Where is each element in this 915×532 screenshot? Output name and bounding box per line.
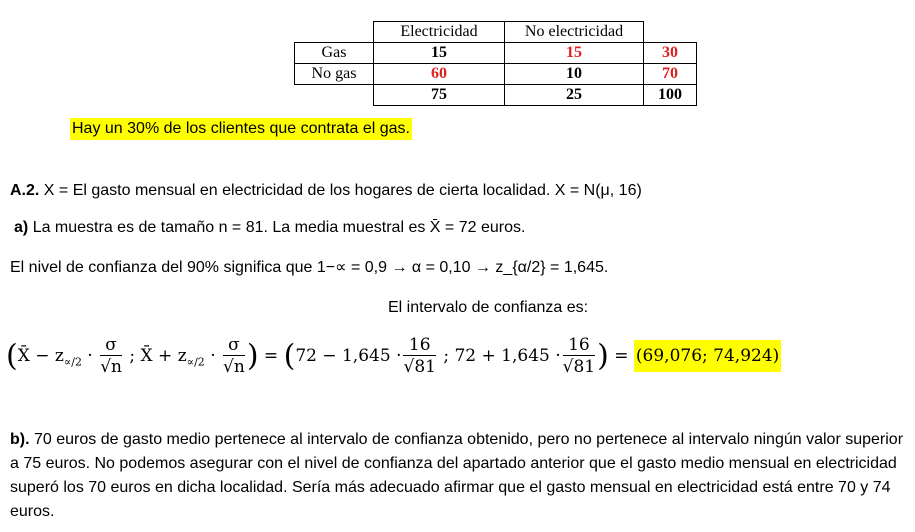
contingency-table [294, 21, 697, 106]
paren-close: ) [246, 338, 259, 374]
header-total-blank [644, 22, 697, 43]
sigma-num: σ [100, 335, 122, 356]
cell-value: 15 [374, 43, 505, 64]
interval-intro: El intervalo de confianza es: [388, 299, 589, 316]
mid-right: ; 72 + 1,645 · [443, 346, 561, 366]
sixteen-num: 16 [403, 335, 435, 356]
cell-value: 25 [505, 85, 644, 106]
mid-left: 72 − 1,645 · [295, 346, 402, 366]
cell-value: 75 [374, 85, 505, 106]
part-a-label: a) [14, 219, 29, 236]
section-label: A.2. [10, 182, 40, 199]
sqrt81-den: √81 [403, 357, 436, 377]
table-row [295, 64, 697, 85]
cell-value: 60 [374, 64, 505, 85]
cell-value: 15 [505, 43, 644, 64]
x-definition: X = El gasto mensual en electricidad de los hogares de cierta localidad. X = N(μ, 16) [43, 182, 642, 199]
sqrt-n-den: √n [223, 357, 245, 377]
sigma-num: σ [223, 335, 245, 356]
header-electricidad: Electricidad [374, 22, 505, 43]
formula-general: X̄ − $z_{\propto/2}$ · $\frac{\sigma}{√n}$ ; X̄ + $z_{\propto/2}$ · $\frac{\sigma}{√n}$ [17, 335, 245, 377]
part-a-sample [14, 216, 525, 240]
confidence-text: El nivel de confianza del 90% significa que 1−∝ = 0,9 → α = 0,10 → z_{α/2} = 1,645. [10, 259, 609, 276]
paren-open: ( [6, 338, 18, 374]
cell-total: 30 [644, 43, 697, 64]
row-label: Gas [295, 43, 374, 64]
cell-total: 100 [644, 85, 697, 106]
sixteen-num: 16 [563, 335, 595, 356]
paren-open: ( [283, 338, 296, 374]
table-corner [295, 22, 374, 43]
interval-result: (69,076; 74,924) [634, 340, 781, 372]
row-label: No gas [295, 64, 374, 85]
summary-text: Hay un 30% de los clientes que contrata el gas. [70, 118, 412, 140]
part-b [10, 428, 910, 524]
row-label [295, 85, 374, 106]
table-row [295, 85, 697, 106]
header-no-electricidad: No electricidad [505, 22, 644, 43]
section-a2 [10, 179, 642, 203]
sqrt-n-den: √n [100, 357, 122, 377]
table-header-row [295, 22, 697, 43]
part-b-text: 70 euros de gasto medio pertenece al intervalo de confianza obtenido, pero no pertenece al intervalo ningún valor superior a 75 euros. No podemos asegurar con el nivel de confianza del apartado anterior que el gasto medio mensual en electricidad superó los 70 euros en dicha localidad. Sería más adecuado afirmar que el gasto mensual en electricidad está entre 70 y 74 euros. [10, 431, 904, 520]
sample-text: La muestra es de tamaño n = 81. La media muestral es X̄ = 72 euros. [32, 219, 526, 236]
interval-formula: (X̄ − $z_{\propto/2}$ · $\frac{\sigma}{√n}$ ; X̄ + $z_{\propto/2}$ · $\frac{\sigma}{√n}$ ) = (72 − 1,645 · $\frac{16}{√81}$ ; 72 + 1,645 · $\frac{16}{√81}$ ) = (69,076; 74,924) [6, 335, 780, 377]
part-b-label: b). [10, 431, 30, 448]
paren-close: ) [597, 338, 609, 374]
table-row [295, 43, 697, 64]
cell-total: 70 [644, 64, 697, 85]
sqrt81-den: √81 [562, 357, 596, 377]
cell-value: 10 [505, 64, 644, 85]
